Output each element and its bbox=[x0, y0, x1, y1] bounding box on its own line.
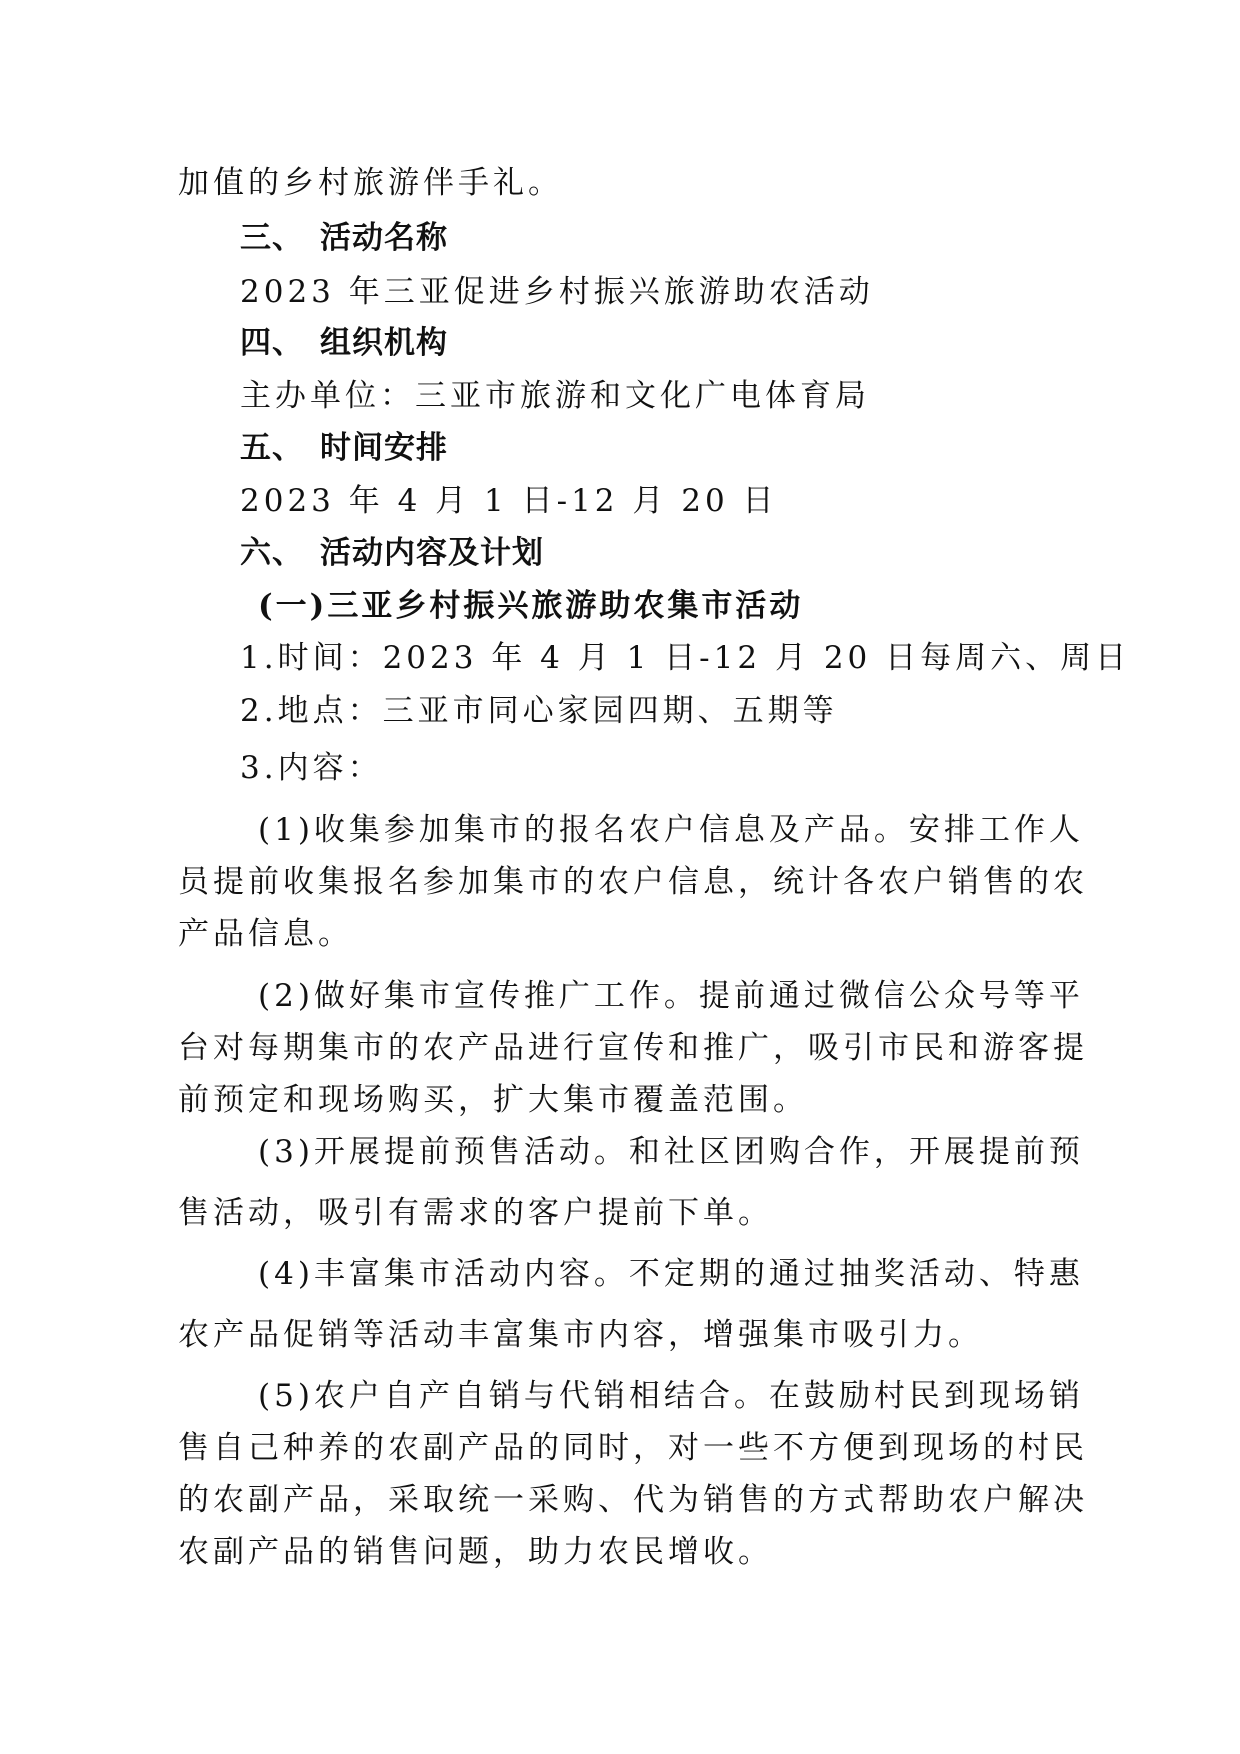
list-item-line: 农副产品的销售问题，助力农民增收。 bbox=[178, 1534, 773, 1570]
list-item-line: (3)开展提前预售活动。和社区团购合作，开展提前预 bbox=[258, 1134, 1084, 1170]
section-heading-4 bbox=[240, 323, 448, 363]
section-number: 六、 bbox=[240, 535, 304, 571]
subsection-time: 1.时间：2023 年 4 月 1 日-12 月 20 日每周六、周日 bbox=[240, 640, 1131, 676]
subsection-place: 2.地点：三亚市同心家园四期、五期等 bbox=[240, 693, 838, 729]
list-item-line: 农产品促销等活动丰富集市内容，增强集市吸引力。 bbox=[178, 1317, 983, 1353]
list-item-line: 产品信息。 bbox=[178, 916, 353, 952]
section-title: 活动名称 bbox=[320, 220, 448, 256]
section-body-4: 主办单位：三亚市旅游和文化广电体育局 bbox=[240, 378, 870, 414]
section-title: 活动内容及计划 bbox=[320, 535, 544, 571]
list-item-line: 售活动，吸引有需求的客户提前下单。 bbox=[178, 1195, 773, 1231]
section-number: 三、 bbox=[240, 220, 304, 256]
section-heading-3 bbox=[240, 218, 448, 258]
section-heading-6 bbox=[240, 533, 544, 573]
section-heading-5 bbox=[240, 428, 448, 468]
subsection-title: (一)三亚乡村振兴旅游助农集市活动 bbox=[258, 588, 804, 624]
list-item-line: (2)做好集市宣传推广工作。提前通过微信公众号等平 bbox=[258, 978, 1084, 1014]
list-item-line: 台对每期集市的农产品进行宣传和推广，吸引市民和游客提 bbox=[178, 1030, 1088, 1066]
list-item-line: (5)农户自产自销与代销相结合。在鼓励村民到现场销 bbox=[258, 1378, 1084, 1414]
list-item-line: 前预定和现场购买，扩大集市覆盖范围。 bbox=[178, 1082, 808, 1118]
section-title: 组织机构 bbox=[320, 325, 448, 361]
list-item-line: (4)丰富集市活动内容。不定期的通过抽奖活动、特惠 bbox=[258, 1256, 1084, 1292]
section-number: 五、 bbox=[240, 430, 304, 466]
list-item-line: 员提前收集报名参加集市的农户信息，统计各农户销售的农 bbox=[178, 864, 1088, 900]
section-body-3: 2023 年三亚促进乡村振兴旅游助农活动 bbox=[240, 274, 874, 310]
list-item-line: 售自己种养的农副产品的同时，对一些不方便到现场的村民 bbox=[178, 1430, 1088, 1466]
list-item-line: 的农副产品，采取统一采购、代为销售的方式帮助农户解决 bbox=[178, 1482, 1088, 1518]
continuation-line: 加值的乡村旅游伴手礼。 bbox=[178, 165, 563, 201]
section-body-5: 2023 年 4 月 1 日-12 月 20 日 bbox=[240, 483, 778, 519]
list-item-line: (1)收集参加集市的报名农户信息及产品。安排工作人 bbox=[258, 812, 1084, 848]
section-number: 四、 bbox=[240, 325, 304, 361]
subsection-content-label: 3.内容： bbox=[240, 750, 383, 786]
section-title: 时间安排 bbox=[320, 430, 448, 466]
